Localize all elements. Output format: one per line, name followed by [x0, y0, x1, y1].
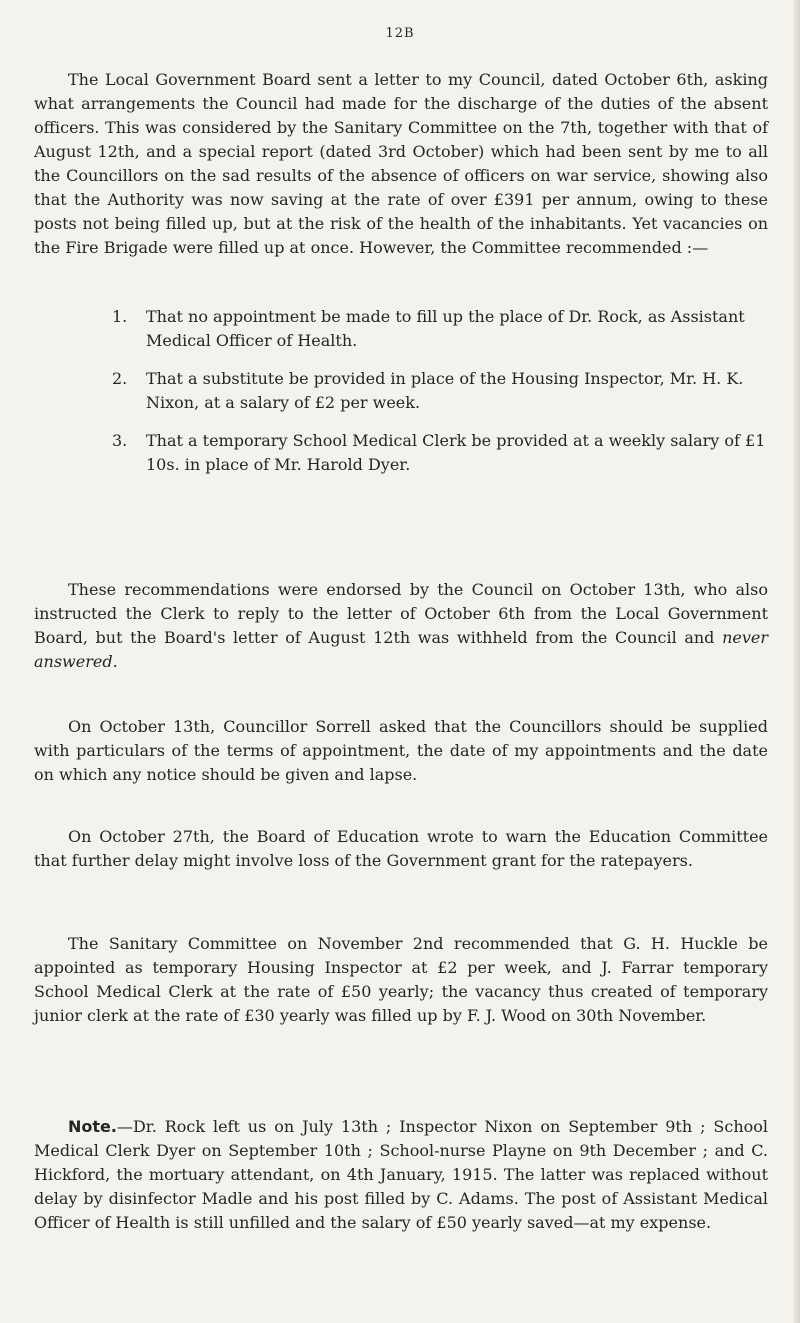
- paragraph-text: On October 27th, the Board of Education wrote to warn the Education Committee that further delay might involve loss of the Government grant for the ratepayers.: [34, 827, 768, 870]
- recommendation-item: [34, 367, 768, 415]
- emphasis-text: never answered.: [34, 628, 769, 671]
- paragraph-text: The Local Government Board sent a letter to my Council, dated October 6th, asking what arrangements the Council had made for the discharge of the duties of the absent officers. This was considered by the Sanitary Committee on the 7th, together with that of August 12th, and a special report (dated 3rd October) which had been sent by me to all the Councillors on the sad results of the absence of officers on war service, showing also that the Authority was now saving at the rate of over £391 per annum, owing to these posts not being filled up, but at the risk of the health of the inhabitants. Yet vacancies on the Fire Brigade were filled up at once. However, the Committee recommended :—: [34, 70, 768, 257]
- recommendation-number: 1.: [112, 307, 128, 326]
- recommendation-text: That a temporary School Medical Clerk be provided at a weekly salary of £1 10s. in place of Mr. Harold Dyer.: [146, 431, 766, 474]
- paragraph-board-education: [34, 825, 768, 873]
- page-edge-shadow: [794, 0, 800, 1323]
- paragraph-lgb-letter: [34, 68, 768, 260]
- recommendation-item: [34, 305, 768, 353]
- paragraph-endorsement: [34, 578, 768, 674]
- recommendations-list: [34, 305, 768, 491]
- paragraph-sorrell-request: [34, 715, 768, 787]
- paragraph-note: [34, 1115, 768, 1235]
- page-number: 12B: [385, 26, 415, 41]
- paragraph-sanitary-committee: [34, 932, 768, 1028]
- paragraph-text: The Sanitary Committee on November 2nd recommended that G. H. Huckle be appointed as temporary Housing Inspector at £2 per week, and J. Farrar temporary School Medical Clerk at the rate of £50 yearly; the vacancy thus created of temporary junior clerk at the rate of £30 yearly was filled up by F. J. Wood on 30th November.: [34, 934, 768, 1025]
- paragraph-text: On October 13th, Councillor Sorrell asked that the Councillors should be supplied with particulars of the terms of appointment, the date of my appointments and the date on which any notice should be given and lapse.: [34, 717, 768, 784]
- recommendation-item: [34, 429, 768, 477]
- note-label: Note.: [68, 1117, 117, 1136]
- note-text: —Dr. Rock left us on July 13th ; Inspector Nixon on September 9th ; School Medical Clerk Dyer on September 10th ; School-nurse Playne on 9th December ; and C. Hickford, the mortuary attendant, on 4th January, 1915. The latter was replaced without delay by disinfector Madle and his post filled by C. Adams. The post of Assistant Medical Officer of Health is still unfilled and the salary of £50 yearly saved—at my expense.: [34, 1117, 768, 1232]
- paragraph-text: These recommendations were endorsed by the Council on October 13th, who also instructed the Clerk to reply to the letter of October 6th from the Local Government Board, but the Board's letter of August 12th was withheld from the Council and: [34, 580, 768, 647]
- recommendation-text: That a substitute be provided in place of the Housing Inspector, Mr. H. K. Nixon, at a salary of £2 per week.: [146, 369, 744, 412]
- recommendation-text: That no appointment be made to fill up the place of Dr. Rock, as Assistant Medical Officer of Health.: [146, 307, 745, 350]
- recommendation-number: 3.: [112, 431, 128, 450]
- recommendation-number: 2.: [112, 369, 128, 388]
